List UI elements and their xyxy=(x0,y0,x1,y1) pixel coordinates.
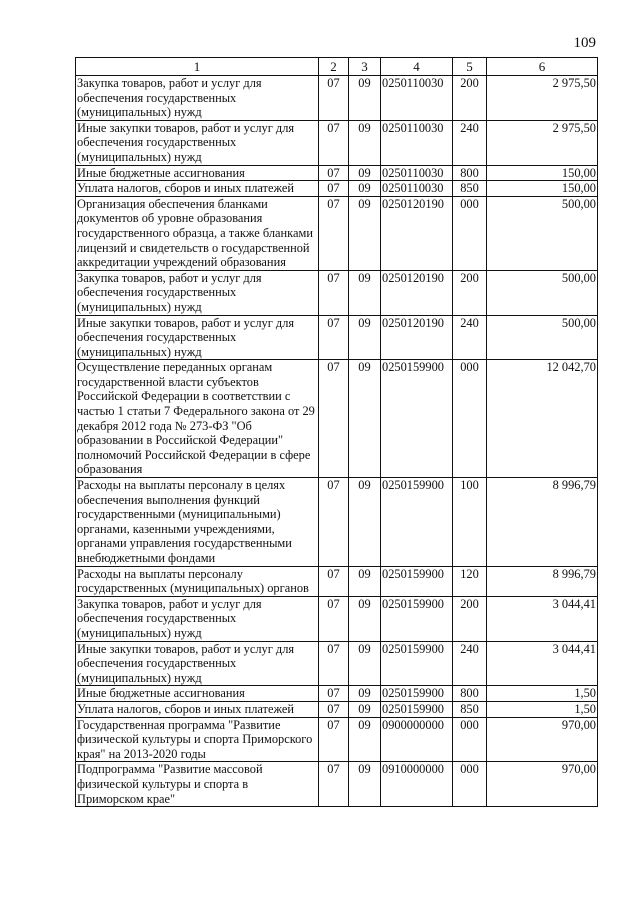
row-section: 07 xyxy=(319,270,349,315)
row-subsection: 09 xyxy=(349,686,381,702)
header-col-3: 3 xyxy=(349,58,381,76)
row-target-code: 0250110030 xyxy=(381,76,453,121)
table-row xyxy=(76,196,598,270)
row-section: 07 xyxy=(319,181,349,197)
row-target-code: 0900000000 xyxy=(381,717,453,762)
row-target-code: 0250159900 xyxy=(381,641,453,686)
row-name: Закупка товаров, работ и услуг для обеспечения государственных (муниципальных) нужд xyxy=(76,270,319,315)
row-target-code: 0250159900 xyxy=(381,596,453,641)
row-subsection: 09 xyxy=(349,270,381,315)
row-target-code: 0250120190 xyxy=(381,270,453,315)
table-row xyxy=(76,717,598,762)
row-section: 07 xyxy=(319,701,349,717)
row-name: Расходы на выплаты персоналу в целях обеспечения выполнения функций государственными (муниципальными) органами, казенными учреждениями, органами управления государственными внебюджетными фондами xyxy=(76,478,319,567)
row-name: Закупка товаров, работ и услуг для обеспечения государственных (муниципальных) нужд xyxy=(76,76,319,121)
row-expense-type: 120 xyxy=(453,566,487,596)
row-target-code: 0250159900 xyxy=(381,360,453,478)
table-row xyxy=(76,165,598,181)
row-expense-type: 240 xyxy=(453,641,487,686)
table-row xyxy=(76,762,598,807)
row-amount: 2 975,50 xyxy=(487,120,598,165)
table-row xyxy=(76,315,598,360)
budget-table xyxy=(75,57,598,807)
row-section: 07 xyxy=(319,596,349,641)
row-subsection: 09 xyxy=(349,478,381,567)
table-row xyxy=(76,181,598,197)
row-name: Государственная программа "Развитие физической культуры и спорта Приморского края" на 2013-2020 годы xyxy=(76,717,319,762)
row-expense-type: 100 xyxy=(453,478,487,567)
row-expense-type: 000 xyxy=(453,762,487,807)
row-name: Расходы на выплаты персоналу государственных (муниципальных) органов xyxy=(76,566,319,596)
row-expense-type: 240 xyxy=(453,315,487,360)
row-section: 07 xyxy=(319,566,349,596)
row-amount: 3 044,41 xyxy=(487,641,598,686)
header-col-1: 1 xyxy=(76,58,319,76)
row-target-code: 0910000000 xyxy=(381,762,453,807)
row-subsection: 09 xyxy=(349,196,381,270)
row-section: 07 xyxy=(319,478,349,567)
row-amount: 8 996,79 xyxy=(487,566,598,596)
row-amount: 1,50 xyxy=(487,686,598,702)
row-name: Уплата налогов, сборов и иных платежей xyxy=(76,181,319,197)
row-section: 07 xyxy=(319,315,349,360)
table-row xyxy=(76,686,598,702)
row-section: 07 xyxy=(319,762,349,807)
row-name: Иные бюджетные ассигнования xyxy=(76,165,319,181)
row-subsection: 09 xyxy=(349,181,381,197)
row-target-code: 0250159900 xyxy=(381,478,453,567)
row-amount: 1,50 xyxy=(487,701,598,717)
header-col-4: 4 xyxy=(381,58,453,76)
table-row xyxy=(76,566,598,596)
row-subsection: 09 xyxy=(349,315,381,360)
row-subsection: 09 xyxy=(349,360,381,478)
row-expense-type: 800 xyxy=(453,686,487,702)
row-section: 07 xyxy=(319,360,349,478)
table-row xyxy=(76,76,598,121)
row-expense-type: 200 xyxy=(453,270,487,315)
row-name: Иные закупки товаров, работ и услуг для обеспечения государственных (муниципальных) нужд xyxy=(76,315,319,360)
row-section: 07 xyxy=(319,717,349,762)
row-section: 07 xyxy=(319,76,349,121)
row-name: Закупка товаров, работ и услуг для обеспечения государственных (муниципальных) нужд xyxy=(76,596,319,641)
row-target-code: 0250120190 xyxy=(381,196,453,270)
row-expense-type: 240 xyxy=(453,120,487,165)
row-name: Осуществление переданных органам государственной власти субъектов Российской Федерации в соответствии с частью 1 статьи 7 Федерального закона от 29 декабря 2012 года № 273-ФЗ "Об образовании в Российской Федерации" полномочий Российской Федерации в сфере образования xyxy=(76,360,319,478)
row-amount: 3 044,41 xyxy=(487,596,598,641)
row-amount: 150,00 xyxy=(487,165,598,181)
table-row xyxy=(76,360,598,478)
row-section: 07 xyxy=(319,120,349,165)
row-target-code: 0250110030 xyxy=(381,120,453,165)
row-target-code: 0250159900 xyxy=(381,566,453,596)
row-subsection: 09 xyxy=(349,641,381,686)
table-row xyxy=(76,478,598,567)
table-row xyxy=(76,596,598,641)
row-subsection: 09 xyxy=(349,762,381,807)
row-expense-type: 800 xyxy=(453,165,487,181)
row-subsection: 09 xyxy=(349,120,381,165)
row-subsection: 09 xyxy=(349,717,381,762)
row-section: 07 xyxy=(319,641,349,686)
row-subsection: 09 xyxy=(349,701,381,717)
table-row xyxy=(76,701,598,717)
table-row xyxy=(76,641,598,686)
row-subsection: 09 xyxy=(349,76,381,121)
row-amount: 500,00 xyxy=(487,196,598,270)
row-amount: 150,00 xyxy=(487,181,598,197)
row-amount: 970,00 xyxy=(487,762,598,807)
row-expense-type: 000 xyxy=(453,196,487,270)
row-amount: 500,00 xyxy=(487,270,598,315)
row-expense-type: 000 xyxy=(453,717,487,762)
table-row xyxy=(76,120,598,165)
row-amount: 12 042,70 xyxy=(487,360,598,478)
row-subsection: 09 xyxy=(349,165,381,181)
row-name: Уплата налогов, сборов и иных платежей xyxy=(76,701,319,717)
row-name: Иные закупки товаров, работ и услуг для обеспечения государственных (муниципальных) нужд xyxy=(76,120,319,165)
header-col-2: 2 xyxy=(319,58,349,76)
header-col-6: 6 xyxy=(487,58,598,76)
row-subsection: 09 xyxy=(349,596,381,641)
row-expense-type: 200 xyxy=(453,76,487,121)
row-amount: 500,00 xyxy=(487,315,598,360)
row-amount: 970,00 xyxy=(487,717,598,762)
header-row xyxy=(76,58,598,76)
row-name: Организация обеспечения бланками документов об уровне образования государственного образца, а также бланками лицензий и свидетельств о государственной аккредитации учреждений образования xyxy=(76,196,319,270)
row-target-code: 0250159900 xyxy=(381,686,453,702)
row-section: 07 xyxy=(319,165,349,181)
row-target-code: 0250110030 xyxy=(381,181,453,197)
row-amount: 8 996,79 xyxy=(487,478,598,567)
row-expense-type: 000 xyxy=(453,360,487,478)
row-name: Иные закупки товаров, работ и услуг для обеспечения государственных (муниципальных) нужд xyxy=(76,641,319,686)
row-name: Подпрограмма "Развитие массовой физической культуры и спорта в Приморском крае" xyxy=(76,762,319,807)
row-section: 07 xyxy=(319,196,349,270)
row-subsection: 09 xyxy=(349,566,381,596)
row-expense-type: 850 xyxy=(453,701,487,717)
row-target-code: 0250120190 xyxy=(381,315,453,360)
header-col-5: 5 xyxy=(453,58,487,76)
row-name: Иные бюджетные ассигнования xyxy=(76,686,319,702)
row-target-code: 0250159900 xyxy=(381,701,453,717)
page-number: 109 xyxy=(573,35,596,51)
row-amount: 2 975,50 xyxy=(487,76,598,121)
row-section: 07 xyxy=(319,686,349,702)
row-expense-type: 850 xyxy=(453,181,487,197)
table-row xyxy=(76,270,598,315)
row-target-code: 0250110030 xyxy=(381,165,453,181)
row-expense-type: 200 xyxy=(453,596,487,641)
